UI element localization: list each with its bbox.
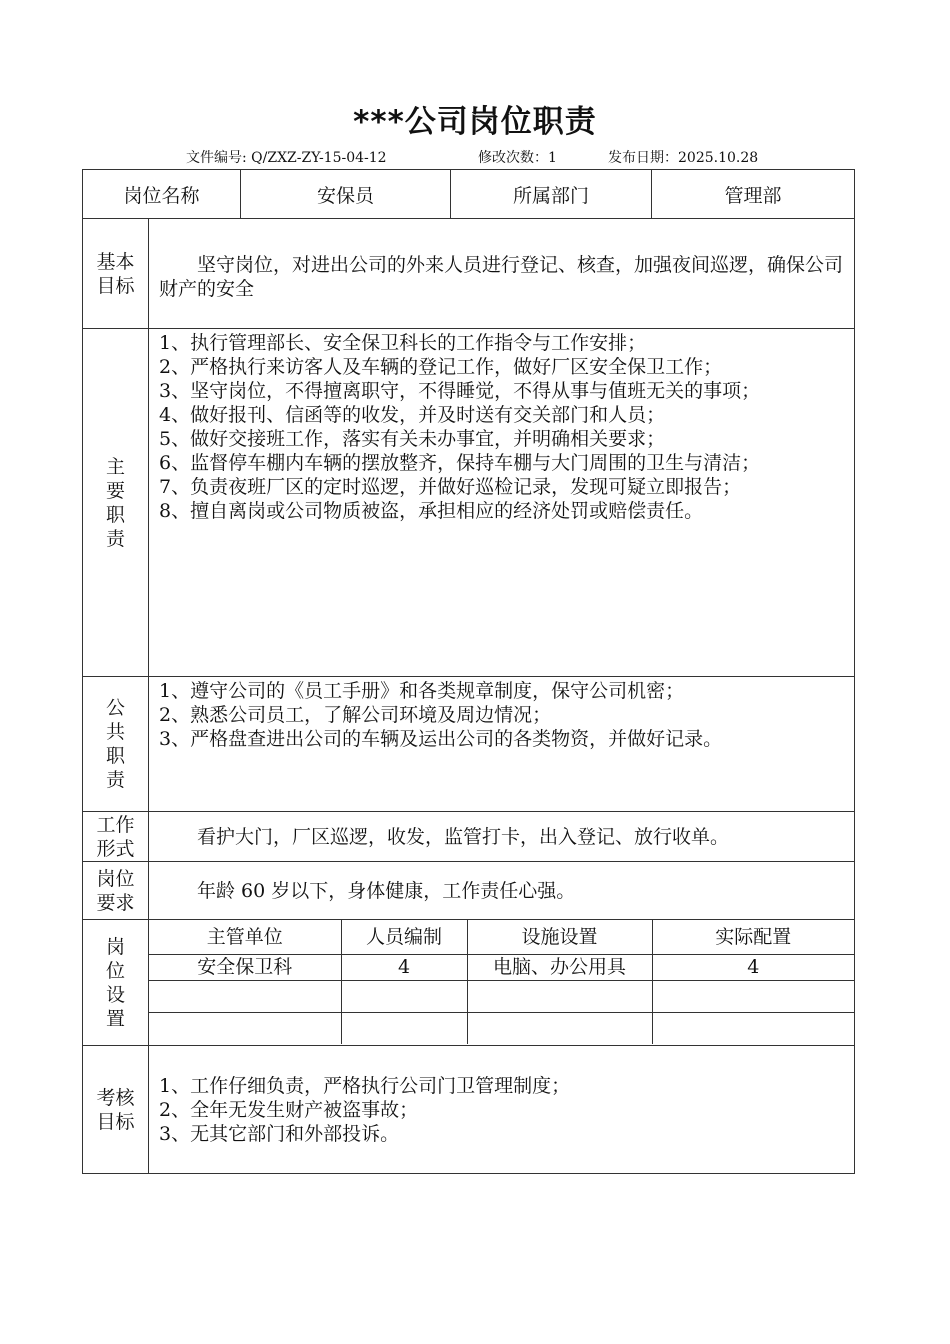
assessment-label: 考核 目标 xyxy=(83,1046,149,1174)
document-title: ***公司岗位职责 xyxy=(353,104,597,140)
list-item: 6、监督停车棚内车辆的摆放整齐，保持车棚与大门周围的卫生与清洁； xyxy=(159,452,761,474)
list-item: 3、无其它部门和外部投诉。 xyxy=(159,1122,400,1145)
list-item: 3、坚守岗位，不得擅离职守，不得睡觉，不得从事与值班无关的事项； xyxy=(159,380,761,402)
table-cell: 4 xyxy=(341,954,467,980)
list-item: 3、严格盘查进出公司的车辆及运出公司的各类物资，并做好记录。 xyxy=(159,728,723,750)
list-item: 5、做好交接班工作，落实有关未办事宜，并明确相关要求； xyxy=(159,428,666,450)
table-cell xyxy=(341,1012,467,1044)
work-form-label: 工作 形式 xyxy=(83,812,149,862)
list-item: 1、执行管理部长、安全保卫科长的工作指令与工作安排； xyxy=(159,332,647,354)
basic-goal-text: 坚守岗位，对进出公司的外来人员进行登记、核查，加强夜间巡逻，确保公司财产的安全 xyxy=(149,219,855,329)
setup-col-header: 主管单位 xyxy=(149,920,341,954)
public-duties-list xyxy=(149,677,855,812)
revision-count: 修改次数：1 xyxy=(478,150,557,166)
department-label: 所属部门 xyxy=(451,170,652,219)
requirements-label: 岗位 要求 xyxy=(83,862,149,920)
department-value: 管理部 xyxy=(652,170,855,219)
table-cell xyxy=(467,1012,652,1044)
list-item: 2、熟悉公司员工，了解公司环境及周边情况； xyxy=(159,704,552,726)
table-cell xyxy=(652,980,854,1012)
list-item: 2、全年无发生财产被盗事故； xyxy=(159,1098,419,1121)
setup-col-header: 实际配置 xyxy=(652,920,854,954)
setup-label: 岗 位 设 置 xyxy=(83,920,149,1046)
setup-col-header: 设施设置 xyxy=(467,920,652,954)
public-duties-label: 公 共 职 责 xyxy=(83,677,149,812)
table-cell xyxy=(341,980,467,1012)
publish-date: 发布日期：2025.10.28 xyxy=(608,150,759,166)
list-item: 2、严格执行来访客人及车辆的登记工作，做好厂区安全保卫工作； xyxy=(159,356,723,378)
table-cell xyxy=(467,980,652,1012)
basic-goal-label: 基本 目标 xyxy=(83,219,149,329)
table-cell: 安全保卫科 xyxy=(149,954,341,980)
list-item: 4、做好报刊、信函等的收发，并及时送有交关部门和人员； xyxy=(159,404,666,426)
setup-table-cell xyxy=(149,920,855,1046)
main-duties-list xyxy=(149,329,855,677)
table-cell: 电脑、办公用具 xyxy=(467,954,652,980)
setup-table xyxy=(149,920,854,1044)
job-duty-table xyxy=(82,169,855,1174)
list-item: 1、遵守公司的《员工手册》和各类规章制度，保守公司机密； xyxy=(159,680,685,702)
requirements-text: 年龄 60 岁以下，身体健康，工作责任心强。 xyxy=(149,862,855,920)
table-cell: 4 xyxy=(652,954,854,980)
table-cell xyxy=(149,1012,341,1044)
list-item: 8、擅自离岗或公司物质被盗，承担相应的经济处罚或赔偿责任。 xyxy=(159,500,704,522)
list-item: 1、工作仔细负责，严格执行公司门卫管理制度； xyxy=(159,1074,571,1097)
table-cell xyxy=(149,980,341,1012)
work-form-text: 看护大门，厂区巡逻，收发，监管打卡，出入登记、放行收单。 xyxy=(149,812,855,862)
list-item: 7、负责夜班厂区的定时巡逻，并做好巡检记录，发现可疑立即报告； xyxy=(159,476,742,498)
table-cell xyxy=(652,1012,854,1044)
setup-col-header: 人员编制 xyxy=(341,920,467,954)
main-duties-label: 主 要 职 责 xyxy=(83,329,149,677)
position-name-value: 安保员 xyxy=(241,170,451,219)
position-name-label: 岗位名称 xyxy=(83,170,241,219)
doc-number: 文件编号: Q/ZXZ-ZY-15-04-12 xyxy=(186,150,387,166)
assessment-list xyxy=(149,1046,855,1174)
